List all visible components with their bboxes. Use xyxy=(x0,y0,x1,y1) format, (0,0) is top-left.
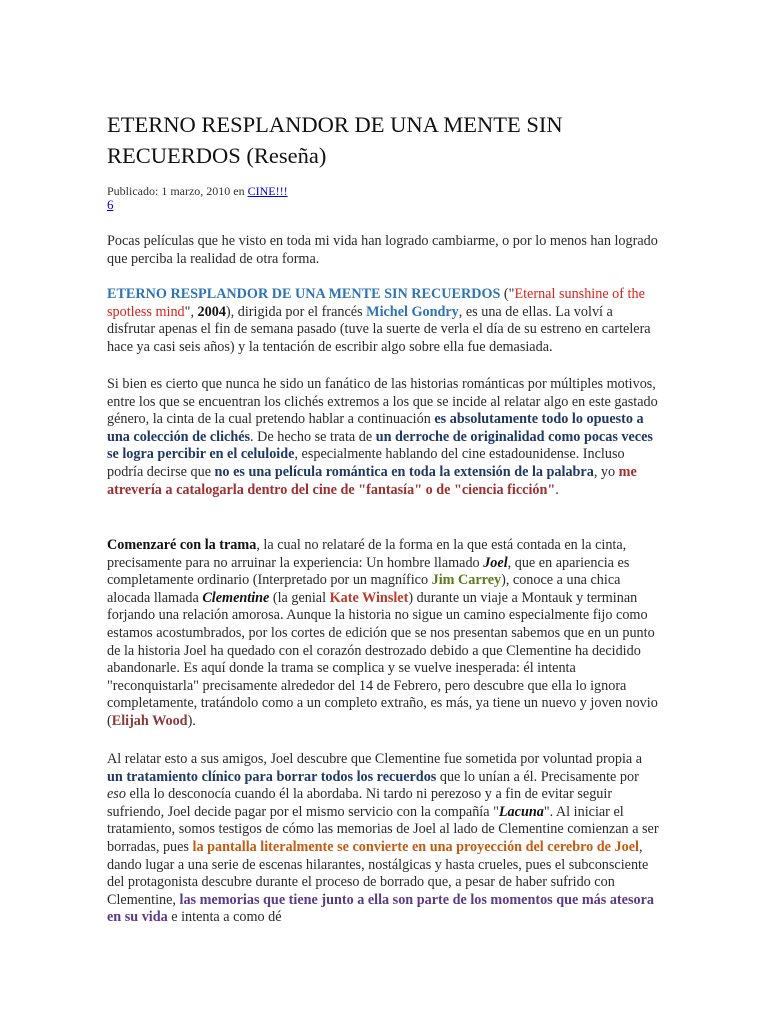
highlight-treatment: un tratamiento clínico para borrar todos los recuerdos xyxy=(107,768,437,785)
text-run: ), conoce a una chica alocada llamada xyxy=(107,572,621,606)
text-run: Al relatar esto a sus amigos, Joel descubre que Clementine fue sometida por voluntad propia a xyxy=(107,751,643,767)
post-meta xyxy=(107,183,288,199)
character-clementine: Clementine xyxy=(202,589,270,606)
text-run: ) durante un viaje a Montauk y terminan forjando una relación amorosa. Aunque la historia no sigue un camino especialmente fijo como estamos acostumbrados, por los cortes de edición que se nos presentan sabemos que en un punto de la historia Joel ha quedado con el corazón destrozado debido a que Clementine ha decidido abandonarle. Es aquí donde la trama se complica y se vuelve inesperada: él intenta "reconquistarla" precisamente alrededor del 14 de Febrero, pero descubre que ella lo ignora completamente, tratándolo como a un completo extraño, es más, ya tiene un nuevo y joven novio ( xyxy=(107,589,658,729)
release-year: 2004 xyxy=(197,303,226,320)
text-run: (" xyxy=(500,286,515,302)
highlight-not-romantic: no es una película romántica en toda la extensión de la palabra xyxy=(214,463,594,480)
text-run: , la cual no relataré de la forma en la que está contada en la cinta, precisamente para no arruinar la experiencia: Un hombre llamado xyxy=(107,537,627,571)
publish-date: Publicado: 1 marzo, 2010 en xyxy=(107,184,245,198)
actor-jim-carrey: Jim Carrey xyxy=(431,572,502,589)
category-link[interactable]: CINE!!! xyxy=(247,184,288,198)
text-run: ". Al iniciar el tratamiento, somos testigos de cómo las memorias de Joel al lado de Clementine comienzan a ser borradas, pues xyxy=(107,803,659,855)
text-run: ", xyxy=(184,303,198,320)
company-lacuna: Lacuna xyxy=(498,803,544,820)
paragraph-plot xyxy=(107,537,659,731)
text-run: . xyxy=(555,481,559,498)
text-run: , especialmente hablando del cine estadounidense. Incluso podría decirse que xyxy=(107,446,625,480)
highlight-genre: me atrevería a catalogarla dentro del cine de "fantasía" o de "ciencia ficción" xyxy=(107,463,637,498)
highlight-cliches: es absolutamente todo lo opuesto a una colección de clichés xyxy=(107,411,644,445)
article-title: ETERNO RESPLANDOR DE UNA MENTE SIN RECUERDOS (Reseña) xyxy=(107,112,563,168)
director-name: Michel Gondry xyxy=(366,303,459,320)
text-run: ), dirigida por el francés xyxy=(225,303,367,320)
text-run: , yo xyxy=(593,463,619,480)
actor-elijah-wood: Elijah Wood xyxy=(111,712,188,729)
paragraph-film-info xyxy=(107,286,659,356)
text-run: (la genial xyxy=(269,589,330,606)
text-run: , que en apariencia es completamente ordinario (Interpretado por un magnífico xyxy=(107,554,630,589)
actor-kate-winslet: Kate Winslet xyxy=(329,589,409,606)
text-run: , es una de ellas. La volví a disfrutar apenas el fin de semana pasado (tuve la suerte de verla el día de su estreno en cartelera hace ya casi seis años) y la tentación de escribir algo sobre ella fue demasiada. xyxy=(107,303,651,355)
highlight-projection: la pantalla literalmente se convierte en una proyección del cerebro de Joel xyxy=(192,838,639,855)
word-eso: eso xyxy=(107,786,126,803)
comment-count-link[interactable]: 6 xyxy=(107,197,114,212)
original-title: Eternal sunshine of the spotless mind xyxy=(107,286,645,320)
character-joel: Joel xyxy=(483,554,508,571)
paragraph-intro: Pocas películas que he visto en toda mi vida han logrado cambiarme, o por lo menos han logrado que perciba la realidad de otra forma. xyxy=(107,233,658,267)
highlight-memories: las memorias que tiene junto a ella son parte de los momentos que más atesora en su vida xyxy=(107,891,654,926)
text-run: que lo unían a él. Precisamente por xyxy=(436,768,639,785)
text-run: ella lo desconocía cuando él la abordaba. Ni tardo ni perezoso y a fin de evitar seguir sufriendo, Joel decide pagar por el mismo servicio con la compañía " xyxy=(107,786,613,820)
text-run: e intenta a como dé xyxy=(167,909,282,926)
text-run: . De hecho se trata de xyxy=(250,428,376,445)
text-run: ). xyxy=(187,712,196,729)
text-run: , dando lugar a una serie de escenas hilarantes, nostálgicas y hasta crueles, pues el subconsciente del protagonista descubre durante el proceso de borrado que, a pesar de haber sufrido con Clementine, xyxy=(107,838,649,908)
paragraph-opinion xyxy=(107,376,659,499)
paragraph-treatment xyxy=(107,751,659,927)
text-run: Si bien es cierto que nunca he sido un fanático de las historias románticas por múltiples motivos, entre los que se encuentran los clichés extremos a los que se incide al relatar algo en este gastado género, la cinta de la cual pretendo hablar a continuación xyxy=(107,376,658,428)
film-title: ETERNO RESPLANDOR DE UNA MENTE SIN RECUERDOS xyxy=(107,286,501,302)
highlight-originality: un derroche de originalidad como pocas veces se logra percibir en el celuloide xyxy=(107,428,653,463)
highlight-plot: Comenzaré con la trama xyxy=(107,537,257,553)
